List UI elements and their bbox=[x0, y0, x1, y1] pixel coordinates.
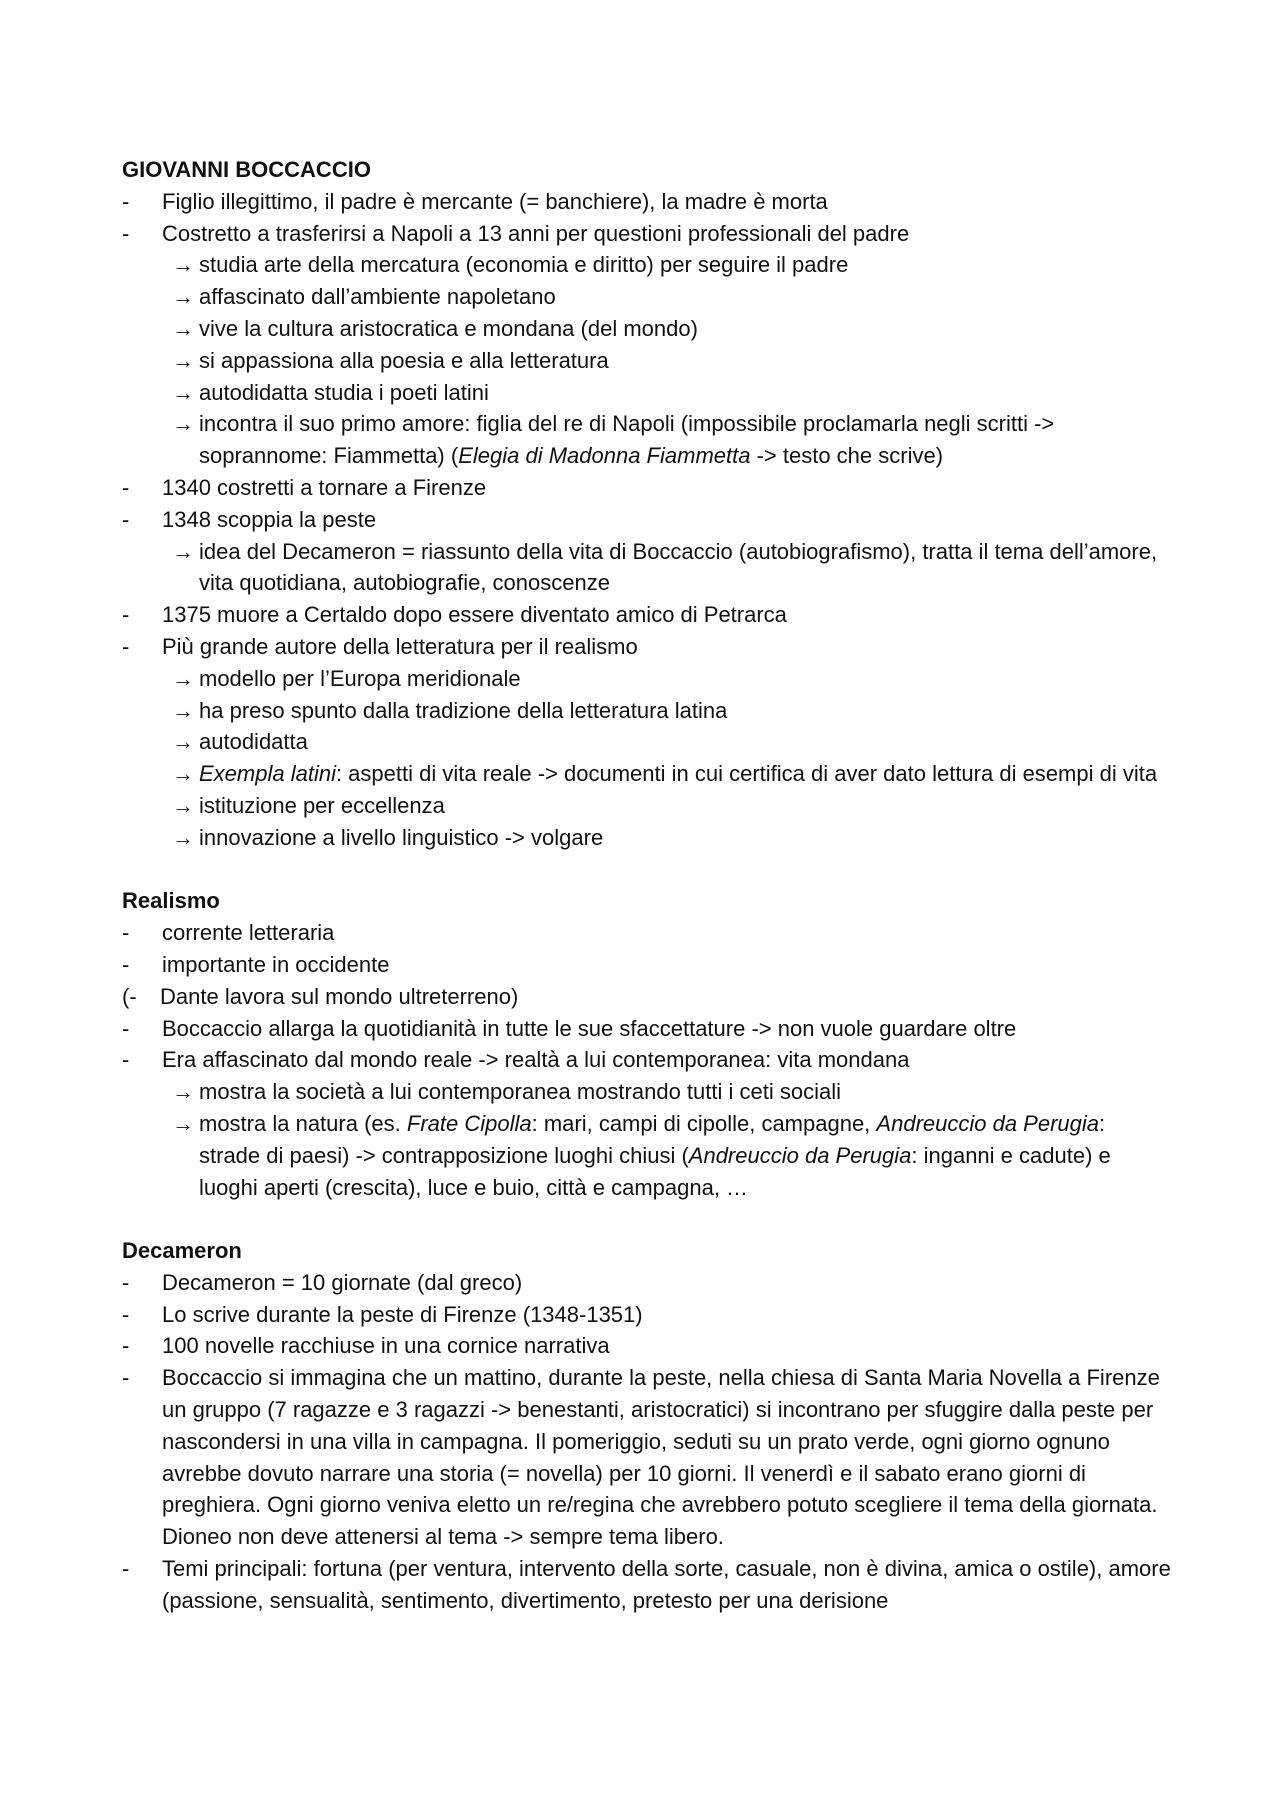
list-item bbox=[122, 663, 1172, 695]
list-item bbox=[122, 313, 1172, 345]
text-run: 1348 scoppia la peste bbox=[162, 506, 377, 532]
list-item-text bbox=[160, 984, 518, 1009]
list-item-text bbox=[162, 1302, 643, 1327]
list-item-text bbox=[199, 825, 603, 850]
italic-title: Elegia di Madonna Fiammetta bbox=[458, 443, 751, 469]
dash-bullet: - bbox=[122, 1269, 130, 1295]
list-item-text bbox=[199, 698, 727, 723]
text-run: mostra la natura (es. bbox=[199, 1110, 407, 1136]
text-run: Era affascinato dal mondo reale -> realtà a lui contemporanea: vita mondana bbox=[162, 1047, 910, 1073]
list-item-text bbox=[199, 793, 445, 818]
list-item-text bbox=[199, 729, 308, 754]
list-item-text bbox=[162, 634, 638, 659]
arrow-icon: → bbox=[172, 347, 194, 373]
text-run: innovazione a livello linguistico -> volgare bbox=[199, 824, 604, 850]
text-run: Boccaccio si immagina che un mattino, durante la peste, nella chiesa di Santa Maria Novella a Firenze un gruppo (7 ragazze e 3 ragazzi -> benestanti, aristocratici) si incontrano per sfuggire dalla peste per nascondersi in una villa in campagna. Il pomeriggio, seduti su un prato verde, ogni giorno ognuno avrebbe dovuto narrare una storia (= novella) per 10 giorni. Il venerdì e il sabato erano giorni di preghiera. Ogni giorno veniva eletto un re/regina che avrebbero potuto scegliere il tema della giornata. Dioneo non deve attenersi al tema -> sempre tema libero. bbox=[162, 1365, 1160, 1550]
list-item-text bbox=[162, 1556, 1171, 1613]
list-item bbox=[122, 377, 1172, 409]
text-run: autodidatta studia i poeti latini bbox=[199, 379, 489, 405]
paren-bullet: (- bbox=[122, 983, 137, 1009]
document-body bbox=[122, 154, 1172, 1617]
list-item-text bbox=[162, 1333, 610, 1358]
arrow-icon: → bbox=[172, 697, 194, 723]
dash-bullet: - bbox=[122, 633, 130, 659]
section-spacer bbox=[122, 854, 1172, 886]
section-heading: Decameron bbox=[122, 1238, 242, 1264]
text-run: Decameron = 10 giornate (dal greco) bbox=[162, 1269, 523, 1295]
arrow-icon: → bbox=[172, 315, 194, 341]
list-item bbox=[122, 1013, 1172, 1045]
text-run: ha preso spunto dalla tradizione della letteratura latina bbox=[199, 697, 728, 723]
arrow-icon: → bbox=[172, 761, 194, 787]
italic-title: Andreuccio da Perugia bbox=[688, 1142, 912, 1168]
list-item-text bbox=[199, 666, 521, 691]
list-item-text bbox=[199, 380, 489, 405]
text-run: Figlio illegittimo, il padre è mercante (= banchiere), la madre è morta bbox=[162, 188, 828, 214]
list-item bbox=[122, 345, 1172, 377]
list-item bbox=[122, 599, 1172, 631]
text-run: importante in occidente bbox=[162, 951, 390, 977]
text-run: : strade di paesi) -> contrapposizione luoghi chiusi ( bbox=[199, 1110, 1106, 1168]
list-item-text bbox=[199, 348, 609, 373]
list-item bbox=[122, 472, 1172, 504]
text-run: Più grande autore della letteratura per il realismo bbox=[162, 633, 638, 659]
arrow-icon: → bbox=[172, 252, 194, 278]
list-item-text bbox=[199, 1079, 841, 1104]
arrow-icon: → bbox=[172, 665, 194, 691]
list-item bbox=[122, 917, 1172, 949]
italic-title: Andreuccio da Perugia bbox=[876, 1110, 1100, 1136]
text-run: Dante lavora sul mondo ultreterreno) bbox=[160, 983, 519, 1009]
list-item bbox=[122, 1330, 1172, 1362]
dash-bullet: - bbox=[122, 1556, 130, 1582]
section-heading: GIOVANNI BOCCACCIO bbox=[122, 157, 371, 182]
section-spacer bbox=[122, 1203, 1172, 1235]
dash-bullet: - bbox=[122, 188, 130, 214]
list-item-text bbox=[199, 539, 1157, 596]
dash-bullet: - bbox=[122, 220, 130, 246]
list-item bbox=[122, 504, 1172, 536]
list-item bbox=[122, 1299, 1172, 1331]
italic-title: Frate Cipolla bbox=[406, 1110, 532, 1136]
list-item bbox=[122, 1267, 1172, 1299]
list-item-text bbox=[162, 1365, 1160, 1549]
arrow-icon: → bbox=[172, 411, 194, 437]
text-run: mostra la società a lui contemporanea mostrando tutti i ceti sociali bbox=[199, 1079, 841, 1105]
list-item bbox=[122, 1553, 1172, 1617]
text-run: affascinato dall’ambiente napoletano bbox=[199, 284, 556, 310]
arrow-icon: → bbox=[172, 792, 194, 818]
text-run: vive la cultura aristocratica e mondana (del mondo) bbox=[199, 315, 698, 341]
list-item-text bbox=[162, 920, 334, 945]
list-item bbox=[122, 981, 1172, 1013]
text-run: : mari, campi di cipolle, campagne, bbox=[531, 1110, 877, 1136]
dash-bullet: - bbox=[122, 951, 130, 977]
arrow-icon: → bbox=[172, 538, 194, 564]
dash-bullet: - bbox=[122, 506, 130, 532]
dash-bullet: - bbox=[122, 602, 130, 628]
text-run: : inganni e cadute) e luoghi aperti (crescita), luce e buio, città e campagna, … bbox=[199, 1142, 1111, 1200]
dash-bullet: - bbox=[122, 1047, 130, 1073]
list-item bbox=[122, 790, 1172, 822]
text-run: autodidatta bbox=[199, 729, 308, 755]
list-item-text bbox=[162, 221, 909, 246]
list-item bbox=[122, 822, 1172, 854]
dash-bullet: - bbox=[122, 1015, 130, 1041]
text-run: idea del Decameron = riassunto della vita di Boccaccio (autobiografismo), tratta il tema dell’amore, vita quotidiana, autobiografie, conoscenze bbox=[199, 538, 1158, 596]
list-item-text bbox=[199, 1111, 1111, 1200]
text-run: Boccaccio allarga la quotidianità in tutte le sue sfaccettature -> non vuole guardare oltre bbox=[162, 1015, 1017, 1041]
arrow-icon: → bbox=[172, 284, 194, 310]
list-item bbox=[122, 1108, 1172, 1203]
list-item bbox=[122, 281, 1172, 313]
list-item-text bbox=[199, 284, 556, 309]
text-run: -> testo che scrive) bbox=[750, 443, 944, 469]
list-item-text bbox=[162, 602, 787, 627]
list-item bbox=[122, 695, 1172, 727]
list-item bbox=[122, 536, 1172, 600]
list-item bbox=[122, 949, 1172, 981]
list-item bbox=[122, 1362, 1172, 1553]
text-run: : aspetti di vita reale -> documenti in cui certifica di aver dato lettura di esempi di vita bbox=[335, 761, 1158, 787]
list-item bbox=[122, 218, 1172, 250]
dash-bullet: - bbox=[122, 920, 130, 946]
list-item-text bbox=[162, 475, 486, 500]
list-item bbox=[122, 1076, 1172, 1108]
list-item-text bbox=[199, 252, 848, 277]
list-item-text bbox=[199, 761, 1157, 786]
text-run: modello per l’Europa meridionale bbox=[199, 665, 521, 691]
list-item-text bbox=[162, 1016, 1016, 1041]
text-run: studia arte della mercatura (economia e diritto) per seguire il padre bbox=[199, 252, 849, 278]
list-item bbox=[122, 758, 1172, 790]
list-item bbox=[122, 631, 1172, 663]
arrow-icon: → bbox=[172, 1079, 194, 1105]
list-item-text bbox=[162, 1047, 909, 1072]
dash-bullet: - bbox=[122, 1301, 130, 1327]
list-item-text bbox=[162, 1270, 522, 1295]
text-run: Temi principali: fortuna (per ventura, intervento della sorte, casuale, non è divina, amica o ostile), amore (passione, sensualità, sentimento, divertimento, pretesto per una derisione bbox=[162, 1556, 1171, 1613]
list-item-text bbox=[162, 507, 376, 532]
arrow-icon: → bbox=[172, 1110, 194, 1136]
arrow-icon: → bbox=[172, 824, 194, 850]
list-item bbox=[122, 249, 1172, 281]
list-item-text bbox=[199, 411, 1054, 468]
text-run: corrente letteraria bbox=[162, 920, 335, 946]
dash-bullet: - bbox=[122, 474, 130, 500]
dash-bullet: - bbox=[122, 1333, 130, 1359]
arrow-icon: → bbox=[172, 379, 194, 405]
text-run: 1375 muore a Certaldo dopo essere diventato amico di Petrarca bbox=[162, 602, 787, 628]
dash-bullet: - bbox=[122, 1365, 130, 1391]
list-item bbox=[122, 408, 1172, 472]
list-item-text bbox=[199, 316, 698, 341]
text-run: incontra il suo primo amore: figlia del re di Napoli (impossibile proclamarla negli scritti -> soprannome: Fiammetta) ( bbox=[199, 411, 1055, 469]
list-item bbox=[122, 1044, 1172, 1076]
text-run: si appassiona alla poesia e alla letteratura bbox=[199, 347, 609, 373]
italic-title: Exempla latini bbox=[199, 761, 336, 787]
text-run: 1340 costretti a tornare a Firenze bbox=[162, 474, 487, 500]
arrow-icon: → bbox=[172, 729, 194, 755]
list-item-text bbox=[162, 952, 389, 977]
section-heading: Realismo bbox=[122, 888, 220, 914]
list-item-text bbox=[162, 189, 828, 214]
text-run: 100 novelle racchiuse in una cornice narrativa bbox=[162, 1333, 610, 1359]
text-run: Lo scrive durante la peste di Firenze (1348-1351) bbox=[162, 1301, 643, 1327]
text-run: istituzione per eccellenza bbox=[199, 792, 445, 818]
list-item bbox=[122, 726, 1172, 758]
text-run: Costretto a trasferirsi a Napoli a 13 anni per questioni professionali del padre bbox=[162, 220, 910, 246]
list-item bbox=[122, 186, 1172, 218]
